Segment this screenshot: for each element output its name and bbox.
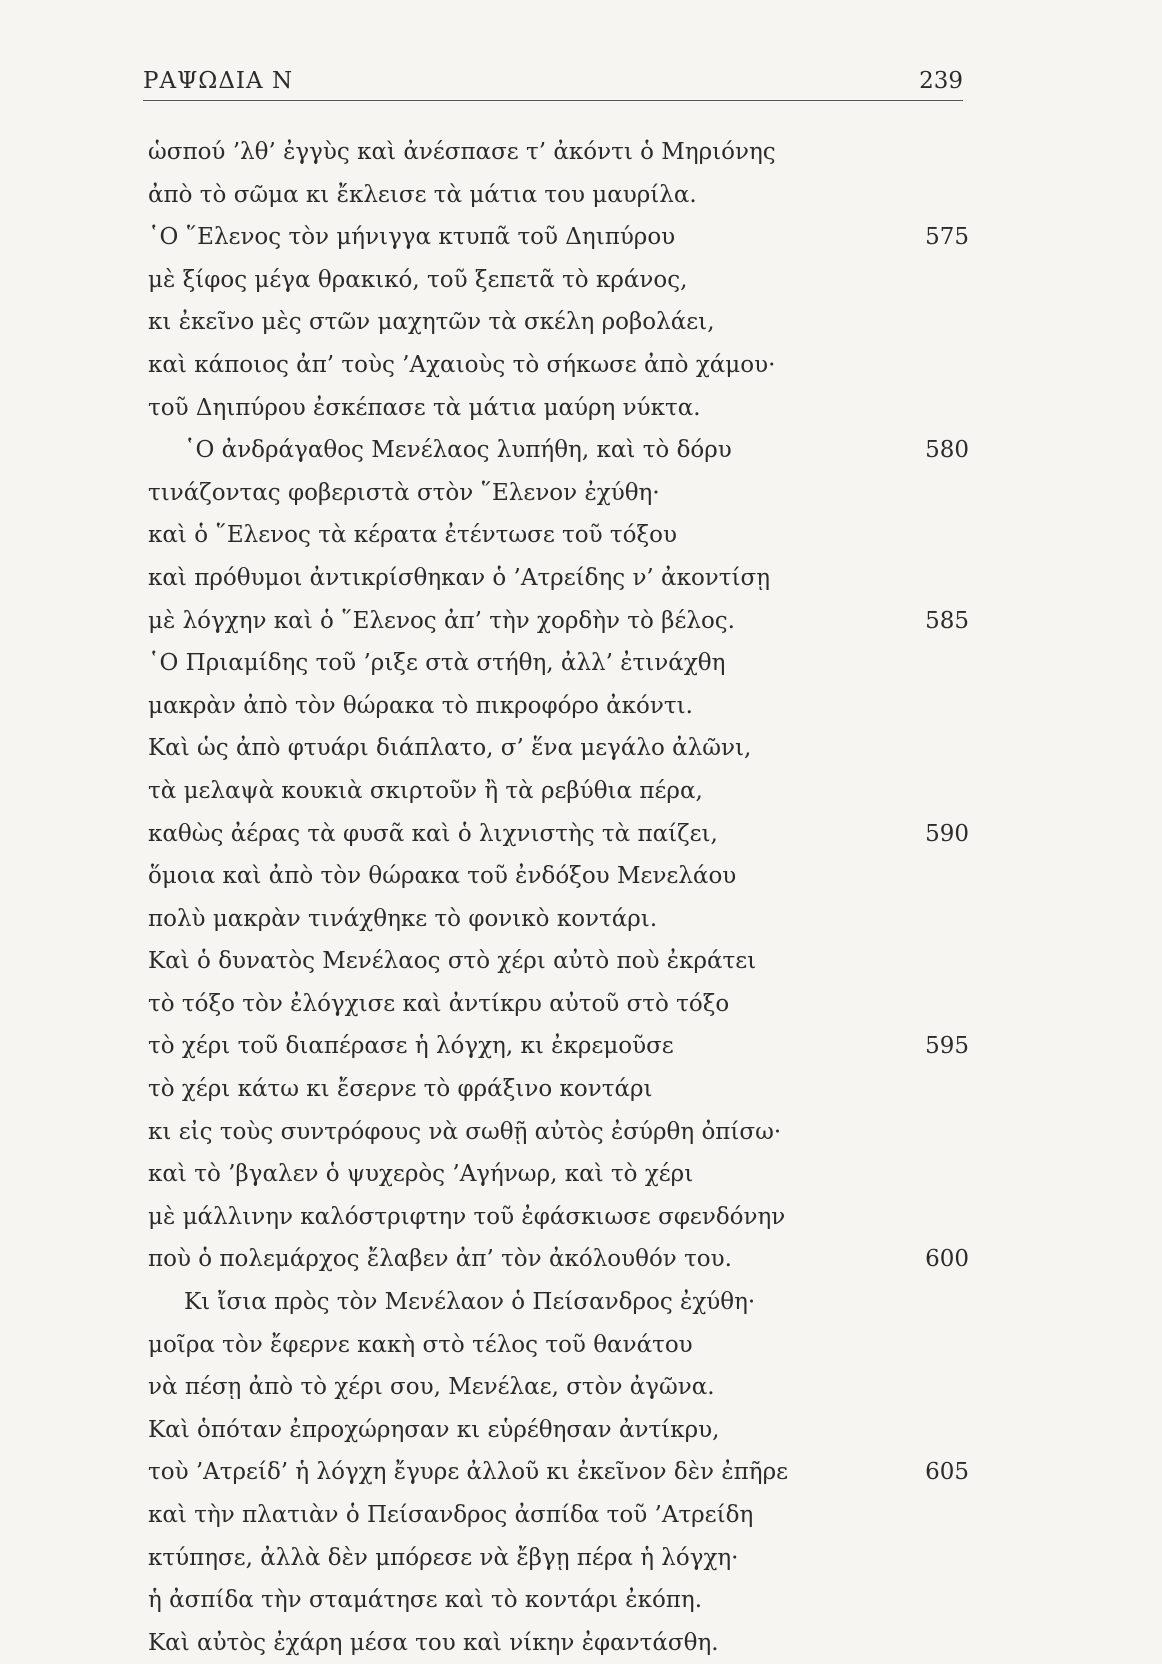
verse-line: [0, 344, 1162, 387]
verse-line: [0, 770, 1162, 813]
page-number: 239: [919, 68, 963, 94]
verse-text: ἀπὸ τὸ σῶμα κι ἔκλεισε τὰ μάτια του μαυρίλα.: [148, 181, 697, 208]
verse-line: [0, 301, 1162, 344]
verse-line: [0, 1238, 1162, 1281]
verse-line: [0, 429, 1162, 472]
verse-line: [0, 1622, 1162, 1664]
verse-line: [0, 1281, 1162, 1324]
verse-text: ῾Ο ἀνδράγαθος Μενέλαος λυπήθη, καὶ τὸ δόρυ: [184, 437, 732, 464]
verse-text: μὲ ξίφος μέγα θρακικό, τοῦ ξεπετᾶ τὸ κράνος,: [148, 266, 688, 293]
verse-text: μακρὰν ἀπὸ τὸν θώρακα τὸ πικροφόρο ἀκόντι.: [148, 692, 693, 719]
verse-line: [0, 1025, 1162, 1068]
verse-line: [0, 1153, 1162, 1196]
line-number: 580: [925, 437, 969, 464]
verse-text: καὶ ὁ ῞Ελενος τὰ κέρατα ἐτέντωσε τοῦ τόξου: [148, 522, 677, 549]
verse-text: μοῖρα τὸν ἔφερνε κακὴ στὸ τέλος τοῦ θανάτου: [148, 1331, 693, 1358]
verse-line: [0, 1111, 1162, 1154]
verse-line: [0, 131, 1162, 174]
verse-line: [0, 855, 1162, 898]
verse-text: καὶ πρόθυμοι ἀντικρίσθηκαν ὁ ’Ατρείδης ν’ ἀκοντίσῃ: [148, 564, 771, 591]
poem-text: [0, 131, 1162, 1664]
running-head: [143, 68, 963, 102]
verse-text: καὶ κάποιος ἀπ’ τοὺς ’Αχαιοὺς τὸ σήκωσε ἀπὸ χάμου·: [148, 351, 776, 378]
verse-text: νὰ πέσῃ ἀπὸ τὸ χέρι σου, Μενέλαε, στὸν ἀγῶνα.: [148, 1374, 715, 1401]
verse-line: [0, 600, 1162, 643]
verse-text: τὸ τόξο τὸν ἐλόγχισε καὶ ἀντίκρυ αὐτοῦ στὸ τόξο: [148, 990, 730, 1017]
line-number: 590: [925, 820, 969, 847]
verse-line: [0, 387, 1162, 430]
running-title: ΡΑΨΩΔΙΑ Ν: [143, 68, 294, 94]
verse-line: [0, 1068, 1162, 1111]
line-number: 605: [925, 1459, 969, 1486]
verse-line: [0, 557, 1162, 600]
verse-text: μὲ μάλλινην καλόστριφτην τοῦ ἐφάσκιωσε σφενδόνην: [148, 1203, 786, 1230]
verse-text: Καὶ αὐτὸς ἐχάρη μέσα του καὶ νίκην ἐφαντάσθη.: [148, 1629, 719, 1656]
line-number: 600: [925, 1246, 969, 1273]
verse-line: [0, 1579, 1162, 1622]
verse-text: τὰ μελαψὰ κουκιὰ σκιρτοῦν ἢ τὰ ρεβύθια πέρα,: [148, 777, 703, 804]
verse-line: [0, 1324, 1162, 1367]
verse-text: τοῦ Δηιπύρου ἐσκέπασε τὰ μάτια μαύρη νύκτα.: [148, 394, 701, 421]
verse-line: [0, 472, 1162, 515]
verse-line: [0, 1366, 1162, 1409]
line-number: 575: [925, 224, 969, 251]
verse-text: καθὼς ἀέρας τὰ φυσᾶ καὶ ὁ λιχνιστὴς τὰ παίζει,: [148, 820, 718, 847]
verse-text: κι ἐκεῖνο μὲς στῶν μαχητῶν τὰ σκέλη ροβολάει,: [148, 309, 715, 336]
verse-text: τοὺ ’Ατρείδ’ ἡ λόγχη ἔγυρε ἀλλοῦ κι ἐκεῖνον δὲν ἐπῆρε: [148, 1459, 789, 1486]
verse-line: [0, 642, 1162, 685]
verse-text: καὶ τὴν πλατιὰν ὁ Πείσανδρος ἀσπίδα τοῦ ’Ατρείδη: [148, 1502, 754, 1528]
verse-line: [0, 898, 1162, 941]
verse-line: [0, 514, 1162, 557]
verse-text: κι εἰς τοὺς συντρόφους νὰ σωθῇ αὐτὸς ἐσύρθη ὀπίσω·: [148, 1118, 782, 1145]
verse-text: καὶ τὸ ’βγαλεν ὁ ψυχερὸς ’Αγήνωρ, καὶ τὸ χέρι: [148, 1161, 694, 1188]
verse-line: [0, 983, 1162, 1026]
verse-text: Καὶ ὡς ἀπὸ φτυάρι διάπλατο, σ’ ἕνα μεγάλο ἀλῶνι,: [148, 735, 752, 762]
verse-line: [0, 685, 1162, 728]
verse-text: ποὺ ὁ πολεμάρχος ἔλαβεν ἀπ’ τὸν ἀκόλουθόν του.: [148, 1246, 732, 1273]
verse-text: ὅμοια καὶ ἀπὸ τὸν θώρακα τοῦ ἐνδόξου Μενελάου: [148, 863, 737, 890]
verse-line: [0, 940, 1162, 983]
verse-line: [0, 813, 1162, 856]
verse-text: τὸ χέρι κάτω κι ἔσερνε τὸ φράξινο κοντάρι: [148, 1076, 653, 1103]
line-number: 585: [925, 607, 969, 634]
header-rule: [143, 100, 963, 101]
verse-text: πολὺ μακρὰν τινάχθηκε τὸ φονικὸ κοντάρι.: [148, 905, 658, 932]
verse-text: μὲ λόγχην καὶ ὁ ῞Ελενος ἀπ’ τὴν χορδὴν τὸ βέλος.: [148, 607, 735, 634]
verse-text: ῾Ο ῞Ελενος τὸν μήνιγγα κτυπᾶ τοῦ Δηιπύρου: [148, 224, 676, 251]
verse-text: κτύπησε, ἀλλὰ δὲν μπόρεσε νὰ ἔβγῃ πέρα ἡ λόγχη·: [148, 1544, 739, 1571]
verse-text: τὸ χέρι τοῦ διαπέρασε ἡ λόγχη, κι ἐκρεμοῦσε: [148, 1033, 674, 1060]
verse-text: Κι ἴσια πρὸς τὸν Μενέλαον ὁ Πείσανδρος ἐχύθη·: [184, 1289, 756, 1316]
verse-line: [0, 1451, 1162, 1494]
line-number: 595: [925, 1033, 969, 1060]
verse-text: Καὶ ὁ δυνατὸς Μενέλαος στὸ χέρι αὐτὸ ποὺ ἐκράτει: [148, 948, 757, 975]
verse-line: [0, 174, 1162, 217]
verse-line: [0, 259, 1162, 302]
verse-line: [0, 1196, 1162, 1239]
verse-line: [0, 1409, 1162, 1452]
verse-text: ῾Ο Πριαμίδης τοῦ ’ριξε στὰ στήθη, ἀλλ’ ἐτινάχθη: [148, 650, 726, 677]
verse-text: Καὶ ὁπόταν ἐπροχώρησαν κι εὑρέθησαν ἀντίκρυ,: [148, 1416, 720, 1443]
verse-text: ὡσπού ’λθ’ ἐγγὺς καὶ ἀνέσπασε τ’ ἀκόντι ὁ Μηριόνης: [148, 139, 776, 165]
verse-text: τινάζοντας φοβεριστὰ στὸν ῞Ελενον ἐχύθη·: [148, 479, 660, 506]
verse-line: [0, 216, 1162, 259]
verse-line: [0, 1537, 1162, 1580]
verse-text: ἡ ἀσπίδα τὴν σταμάτησε καὶ τὸ κοντάρι ἐκόπη.: [148, 1587, 703, 1614]
verse-line: [0, 1494, 1162, 1537]
verse-line: [0, 727, 1162, 770]
